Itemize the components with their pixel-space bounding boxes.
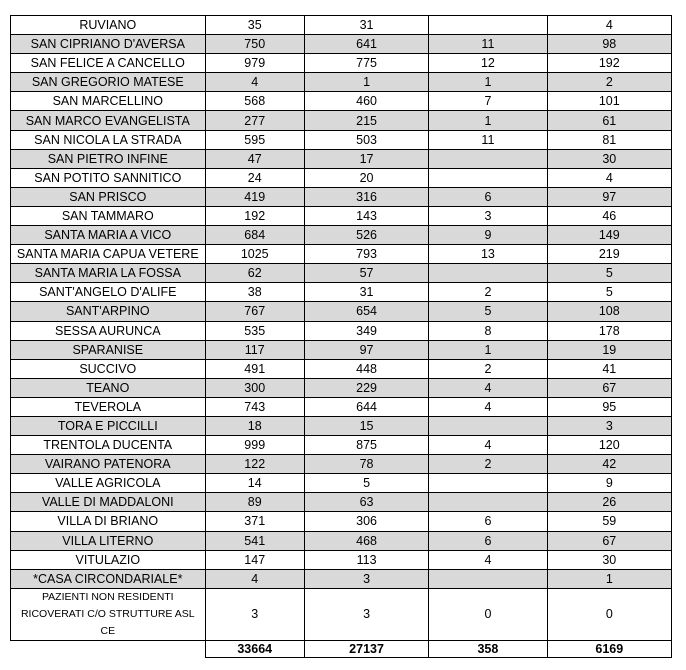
value-col-2-cell: 215 — [304, 111, 428, 130]
value-col-2-cell: 503 — [304, 130, 428, 149]
table-row — [11, 588, 672, 640]
municipality-name-cell: VILLA LITERNO — [11, 531, 206, 550]
table-row — [11, 111, 672, 130]
totals-label-cell — [11, 640, 206, 657]
value-col-3-cell — [429, 493, 547, 512]
value-col-1-cell: 277 — [205, 111, 304, 130]
value-col-2-cell: 3 — [304, 569, 428, 588]
value-col-4-cell: 19 — [547, 340, 671, 359]
value-col-1-cell: 595 — [205, 130, 304, 149]
table-row — [11, 512, 672, 531]
value-col-4-cell: 4 — [547, 16, 671, 35]
value-col-4-cell: 59 — [547, 512, 671, 531]
value-col-4-cell: 5 — [547, 264, 671, 283]
table-row — [11, 54, 672, 73]
table-row — [11, 302, 672, 321]
value-col-3-cell: 2 — [429, 455, 547, 474]
value-col-4-cell: 9 — [547, 474, 671, 493]
value-col-4-cell: 98 — [547, 35, 671, 54]
table-row — [11, 455, 672, 474]
municipality-name-cell: TORA E PICCILLI — [11, 416, 206, 435]
value-col-3-cell: 11 — [429, 130, 547, 149]
value-col-3-cell — [429, 264, 547, 283]
value-col-1-cell: 3 — [205, 588, 304, 640]
table-row — [11, 569, 672, 588]
value-col-4-cell: 108 — [547, 302, 671, 321]
value-col-2-cell: 644 — [304, 397, 428, 416]
value-col-1-cell: 4 — [205, 569, 304, 588]
table-row — [11, 92, 672, 111]
value-col-1-cell: 47 — [205, 149, 304, 168]
value-col-3-cell: 9 — [429, 226, 547, 245]
value-col-3-cell: 2 — [429, 283, 547, 302]
value-col-2-cell: 875 — [304, 436, 428, 455]
municipality-name-cell: SAN PIETRO INFINE — [11, 149, 206, 168]
value-col-1-cell: 750 — [205, 35, 304, 54]
value-col-2-cell: 641 — [304, 35, 428, 54]
value-col-1-cell: 24 — [205, 168, 304, 187]
value-col-1-cell: 541 — [205, 531, 304, 550]
value-col-2-cell: 793 — [304, 245, 428, 264]
value-col-2-cell: 654 — [304, 302, 428, 321]
value-col-3-cell: 1 — [429, 73, 547, 92]
value-col-3-cell: 5 — [429, 302, 547, 321]
value-col-2-cell: 3 — [304, 588, 428, 640]
value-col-4-cell: 178 — [547, 321, 671, 340]
value-col-2-cell: 57 — [304, 264, 428, 283]
municipality-name-cell: SAN MARCO EVANGELISTA — [11, 111, 206, 130]
value-col-4-cell: 3 — [547, 416, 671, 435]
value-col-1-cell: 38 — [205, 283, 304, 302]
value-col-3-cell: 13 — [429, 245, 547, 264]
table-row — [11, 493, 672, 512]
municipality-data-table — [10, 15, 672, 658]
table-row — [11, 245, 672, 264]
total-value-col-3-cell: 358 — [429, 640, 547, 657]
municipality-name-cell: SAN POTITO SANNITICO — [11, 168, 206, 187]
value-col-2-cell: 78 — [304, 455, 428, 474]
municipality-name-cell: SANT'ANGELO D'ALIFE — [11, 283, 206, 302]
table-row — [11, 35, 672, 54]
value-col-3-cell: 6 — [429, 512, 547, 531]
value-col-4-cell: 41 — [547, 359, 671, 378]
value-col-1-cell: 4 — [205, 73, 304, 92]
municipality-name-cell: VALLE DI MADDALONI — [11, 493, 206, 512]
table-row — [11, 264, 672, 283]
total-value-col-4-cell: 6169 — [547, 640, 671, 657]
value-col-3-cell: 7 — [429, 92, 547, 111]
value-col-2-cell: 306 — [304, 512, 428, 531]
value-col-2-cell: 775 — [304, 54, 428, 73]
value-col-3-cell: 4 — [429, 436, 547, 455]
table-row — [11, 531, 672, 550]
value-col-1-cell: 743 — [205, 397, 304, 416]
value-col-1-cell: 89 — [205, 493, 304, 512]
value-col-3-cell: 2 — [429, 359, 547, 378]
value-col-2-cell: 31 — [304, 283, 428, 302]
value-col-1-cell: 18 — [205, 416, 304, 435]
value-col-3-cell — [429, 149, 547, 168]
municipality-name-cell: SAN MARCELLINO — [11, 92, 206, 111]
table-row — [11, 187, 672, 206]
table-row — [11, 550, 672, 569]
municipality-name-cell: SANTA MARIA A VICO — [11, 226, 206, 245]
value-col-4-cell: 61 — [547, 111, 671, 130]
value-col-4-cell: 42 — [547, 455, 671, 474]
value-col-1-cell: 14 — [205, 474, 304, 493]
municipality-name-cell: VITULAZIO — [11, 550, 206, 569]
municipality-name-cell: SAN FELICE A CANCELLO — [11, 54, 206, 73]
table-row — [11, 130, 672, 149]
table-row — [11, 474, 672, 493]
table-row — [11, 206, 672, 225]
value-col-4-cell: 1 — [547, 569, 671, 588]
value-col-4-cell: 149 — [547, 226, 671, 245]
value-col-3-cell: 11 — [429, 35, 547, 54]
value-col-2-cell: 316 — [304, 187, 428, 206]
total-value-col-2-cell: 27137 — [304, 640, 428, 657]
value-col-2-cell: 31 — [304, 16, 428, 35]
value-col-3-cell: 4 — [429, 378, 547, 397]
table-row — [11, 283, 672, 302]
value-col-2-cell: 1 — [304, 73, 428, 92]
value-col-4-cell: 97 — [547, 187, 671, 206]
value-col-2-cell: 448 — [304, 359, 428, 378]
value-col-4-cell: 30 — [547, 149, 671, 168]
value-col-4-cell: 46 — [547, 206, 671, 225]
value-col-1-cell: 999 — [205, 436, 304, 455]
value-col-1-cell: 979 — [205, 54, 304, 73]
value-col-4-cell: 4 — [547, 168, 671, 187]
value-col-2-cell: 17 — [304, 149, 428, 168]
value-col-3-cell — [429, 416, 547, 435]
value-col-3-cell: 12 — [429, 54, 547, 73]
table-row — [11, 321, 672, 340]
table-row — [11, 16, 672, 35]
value-col-1-cell: 371 — [205, 512, 304, 531]
value-col-4-cell: 101 — [547, 92, 671, 111]
value-col-2-cell: 229 — [304, 378, 428, 397]
value-col-1-cell: 568 — [205, 92, 304, 111]
value-col-4-cell: 219 — [547, 245, 671, 264]
value-col-3-cell: 1 — [429, 111, 547, 130]
value-col-2-cell: 468 — [304, 531, 428, 550]
value-col-1-cell: 767 — [205, 302, 304, 321]
value-col-3-cell: 4 — [429, 397, 547, 416]
total-value-col-1-cell: 33664 — [205, 640, 304, 657]
table-body — [11, 16, 672, 658]
value-col-4-cell: 0 — [547, 588, 671, 640]
value-col-3-cell — [429, 16, 547, 35]
table-row — [11, 397, 672, 416]
value-col-4-cell: 26 — [547, 493, 671, 512]
municipality-name-cell: SESSA AURUNCA — [11, 321, 206, 340]
municipality-name-cell: SANTA MARIA LA FOSSA — [11, 264, 206, 283]
municipality-name-cell: SAN NICOLA LA STRADA — [11, 130, 206, 149]
value-col-3-cell: 3 — [429, 206, 547, 225]
value-col-1-cell: 35 — [205, 16, 304, 35]
municipality-name-cell: SPARANISE — [11, 340, 206, 359]
value-col-1-cell: 1025 — [205, 245, 304, 264]
value-col-3-cell: 0 — [429, 588, 547, 640]
value-col-2-cell: 63 — [304, 493, 428, 512]
value-col-2-cell: 526 — [304, 226, 428, 245]
value-col-4-cell: 81 — [547, 130, 671, 149]
municipality-name-cell: SANT'ARPINO — [11, 302, 206, 321]
municipality-name-cell: SAN CIPRIANO D'AVERSA — [11, 35, 206, 54]
value-col-3-cell — [429, 474, 547, 493]
municipality-name-cell: VAIRANO PATENORA — [11, 455, 206, 474]
table-row — [11, 149, 672, 168]
municipality-name-cell: VALLE AGRICOLA — [11, 474, 206, 493]
value-col-4-cell: 67 — [547, 378, 671, 397]
table-row — [11, 359, 672, 378]
value-col-1-cell: 147 — [205, 550, 304, 569]
value-col-2-cell: 349 — [304, 321, 428, 340]
value-col-3-cell: 4 — [429, 550, 547, 569]
value-col-4-cell: 30 — [547, 550, 671, 569]
value-col-1-cell: 122 — [205, 455, 304, 474]
value-col-1-cell: 117 — [205, 340, 304, 359]
value-col-2-cell: 143 — [304, 206, 428, 225]
table-row — [11, 416, 672, 435]
value-col-2-cell: 5 — [304, 474, 428, 493]
value-col-1-cell: 491 — [205, 359, 304, 378]
value-col-2-cell: 15 — [304, 416, 428, 435]
municipality-name-cell: SUCCIVO — [11, 359, 206, 378]
municipality-name-cell: SAN GREGORIO MATESE — [11, 73, 206, 92]
value-col-2-cell: 113 — [304, 550, 428, 569]
value-col-1-cell: 535 — [205, 321, 304, 340]
value-col-3-cell: 6 — [429, 187, 547, 206]
value-col-1-cell: 62 — [205, 264, 304, 283]
municipality-name-cell: TEANO — [11, 378, 206, 397]
value-col-1-cell: 419 — [205, 187, 304, 206]
table-row — [11, 226, 672, 245]
value-col-3-cell — [429, 569, 547, 588]
municipality-name-cell: VILLA DI BRIANO — [11, 512, 206, 531]
municipality-name-cell: SAN TAMMARO — [11, 206, 206, 225]
value-col-4-cell: 95 — [547, 397, 671, 416]
value-col-4-cell: 192 — [547, 54, 671, 73]
value-col-4-cell: 67 — [547, 531, 671, 550]
table-row — [11, 436, 672, 455]
value-col-1-cell: 684 — [205, 226, 304, 245]
table-row — [11, 378, 672, 397]
table-row — [11, 168, 672, 187]
municipality-name-cell: TEVEROLA — [11, 397, 206, 416]
municipality-name-cell: PAZIENTI NON RESIDENTI RICOVERATI C/O STRUTTURE ASL CE — [11, 588, 206, 640]
value-col-1-cell: 192 — [205, 206, 304, 225]
value-col-2-cell: 460 — [304, 92, 428, 111]
value-col-3-cell: 8 — [429, 321, 547, 340]
value-col-2-cell: 20 — [304, 168, 428, 187]
value-col-3-cell: 6 — [429, 531, 547, 550]
municipality-name-cell: SAN PRISCO — [11, 187, 206, 206]
value-col-4-cell: 5 — [547, 283, 671, 302]
municipality-name-cell: *CASA CIRCONDARIALE* — [11, 569, 206, 588]
table-row — [11, 340, 672, 359]
value-col-1-cell: 300 — [205, 378, 304, 397]
table-row — [11, 73, 672, 92]
value-col-2-cell: 97 — [304, 340, 428, 359]
value-col-3-cell — [429, 168, 547, 187]
municipality-name-cell: SANTA MARIA CAPUA VETERE — [11, 245, 206, 264]
value-col-4-cell: 120 — [547, 436, 671, 455]
municipality-name-cell: TRENTOLA DUCENTA — [11, 436, 206, 455]
municipality-name-cell: RUVIANO — [11, 16, 206, 35]
value-col-3-cell: 1 — [429, 340, 547, 359]
totals-row — [11, 640, 672, 657]
value-col-4-cell: 2 — [547, 73, 671, 92]
